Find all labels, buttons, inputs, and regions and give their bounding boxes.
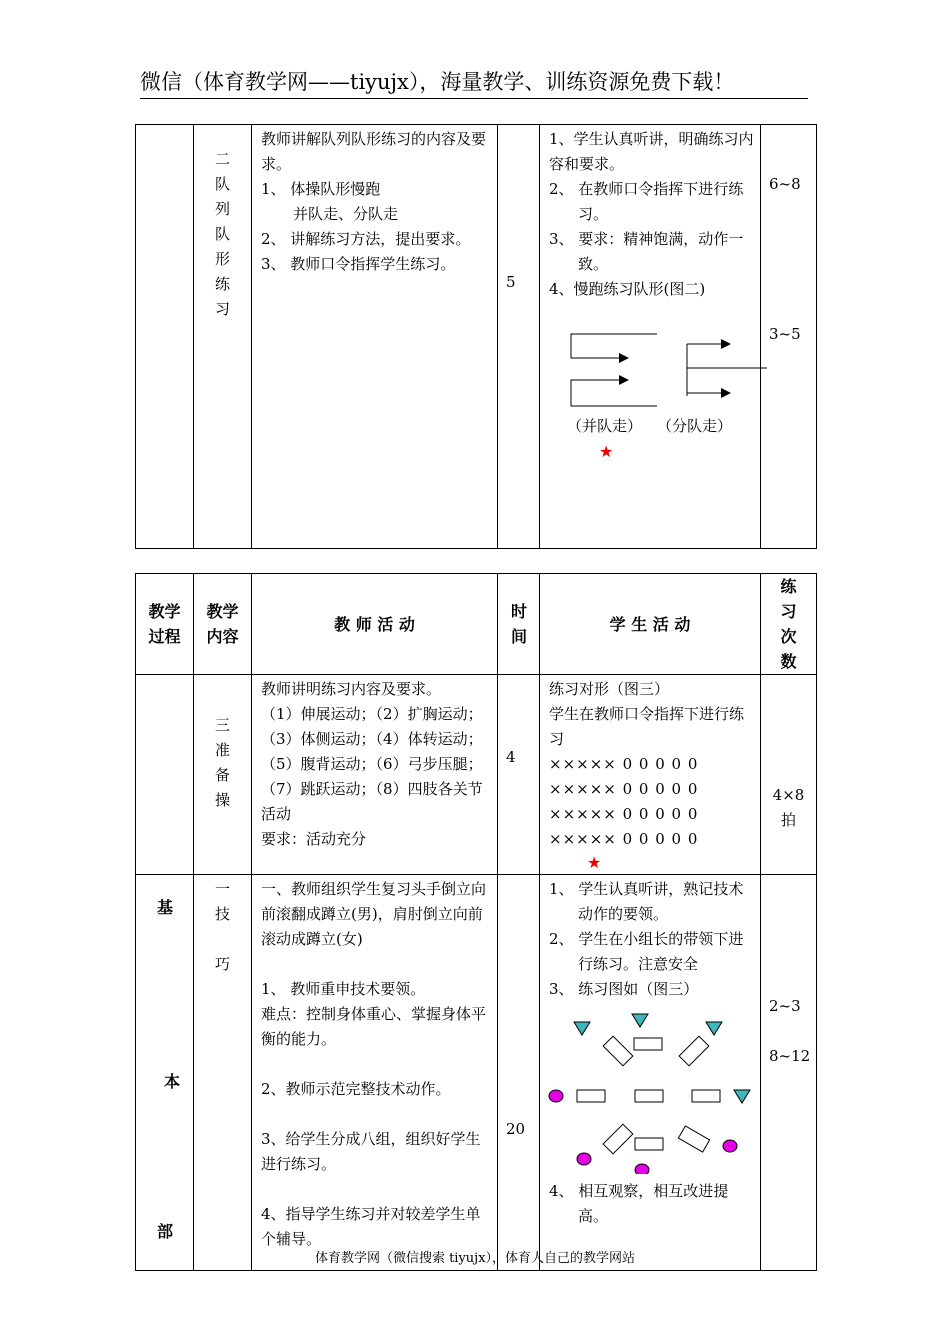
header-reps: 练习次数 bbox=[761, 574, 817, 675]
time-cell: 5 bbox=[498, 125, 540, 549]
marker-circle bbox=[635, 1164, 649, 1174]
header-content: 教学内容 bbox=[194, 574, 252, 675]
content-cell: 一 技 巧 bbox=[194, 875, 252, 1271]
process-cell bbox=[136, 125, 194, 549]
star-marker: ★ bbox=[587, 853, 602, 872]
process-cell-basic: 基 本 部 bbox=[136, 875, 194, 1271]
lesson-table bbox=[135, 573, 817, 1271]
mat bbox=[577, 1090, 605, 1102]
teacher-activity-cell: 一、教师组织学生复习头手倒立向前滚翻成蹲立(男)，肩肘倒立向前滚动成蹲立(女) 1、 教师重申技术要领。 难点：控制身体重心、掌握身体平衡的能力。 2、教师示范完整技术动作。 3、给学生分成八组，组织好学生进行练习。 4、指导学生练习并对较差学生单个辅导。 bbox=[252, 875, 498, 1271]
mat bbox=[603, 1124, 633, 1154]
marker-circle bbox=[723, 1140, 737, 1152]
teacher-activity-cell: 教师讲解队列队形练习的内容及要求。 1、 体操队形慢跑 并队走、分队走 2、 讲解练习方法，提出要求。 3、 教师口令指挥学生练习。 bbox=[252, 125, 498, 549]
lesson-table-continued bbox=[135, 124, 817, 549]
mat bbox=[603, 1036, 633, 1066]
marker-triangle bbox=[574, 1022, 590, 1035]
mat bbox=[634, 1038, 662, 1050]
reps-cell: 4×8 拍 bbox=[761, 675, 817, 875]
student-activity-cell: 1、学生认真听讲，明确练习内容和要求。 2、 在教师口令指挥下进行练习。 3、 要求：精神饱满，动作一致。 4、慢跑练习队形(图二) （并队走） （分队走） ★ bbox=[540, 125, 761, 549]
marker-triangle bbox=[632, 1014, 648, 1027]
practice-diagram-3 bbox=[540, 1002, 758, 1174]
formation-row: ××××× 0 0 0 0 0 bbox=[549, 805, 699, 823]
formation-row: ××××× 0 0 0 0 0 bbox=[549, 755, 699, 773]
caption-split: （分队走） bbox=[657, 417, 733, 435]
formation-row: ××××× 0 0 0 0 0 bbox=[549, 830, 699, 848]
header-teacher: 教 师 活 动 bbox=[252, 574, 498, 675]
page-header: 微信（体育教学网——tiyujx），海量教学、训练资源免费下载！ bbox=[140, 66, 808, 99]
mat bbox=[678, 1126, 709, 1152]
marker-circle bbox=[549, 1090, 563, 1102]
time-cell: 4 bbox=[498, 675, 540, 875]
header-process: 教学过程 bbox=[136, 574, 194, 675]
mat bbox=[635, 1090, 663, 1102]
header-time: 时间 bbox=[498, 574, 540, 675]
time-cell: 20 bbox=[498, 875, 540, 1271]
reps-cell: 6~8 3~5 bbox=[761, 125, 817, 549]
marker-triangle bbox=[734, 1090, 750, 1103]
caption-merge: （并队走） bbox=[567, 417, 643, 435]
mat bbox=[679, 1036, 709, 1066]
teacher-activity-cell: 教师讲明练习内容及要求。 （1）伸展运动；（2）扩胸运动； （3）体侧运动；（4）体转运动； （5）腹背运动；（6）弓步压腿； （7）跳跃运动；（8）四肢各关节活动 要求：活动充分 bbox=[252, 675, 498, 875]
formation-row: ××××× 0 0 0 0 0 bbox=[549, 780, 699, 798]
marker-circle bbox=[577, 1153, 591, 1165]
header-student: 学 生 活 动 bbox=[540, 574, 761, 675]
reps-cell: 2~3 8~12 bbox=[761, 875, 817, 1271]
mat bbox=[692, 1090, 720, 1102]
page-footer: 体育教学网（微信搜索 tiyujx），体育人自己的教学网站 bbox=[314, 1251, 636, 1266]
mat bbox=[635, 1138, 663, 1150]
marker-triangle bbox=[706, 1022, 722, 1035]
content-cell: 二 队 列 队 形 练 习 bbox=[194, 125, 252, 549]
process-cell bbox=[136, 675, 194, 875]
student-activity-cell: 练习对形（图三） 学生在教师口令指挥下进行练习 ××××× 0 0 0 0 0 ××××× 0 0 0 0 0 ××××× 0 0 0 0 0 ××××× 0 0 0 0 0 ★ bbox=[540, 675, 761, 875]
formation-diagram-2 bbox=[549, 316, 767, 412]
star-marker: ★ bbox=[599, 442, 614, 461]
content-cell: 三 准 备 操 bbox=[194, 675, 252, 875]
student-activity-cell: 1、 学生认真听讲，熟记技术动作的要领。 2、 学生在小组长的带领下进行练习。注意安全 3、 练习图如（图三） 4、 相互观察，相互改进提高。 bbox=[540, 875, 761, 1271]
